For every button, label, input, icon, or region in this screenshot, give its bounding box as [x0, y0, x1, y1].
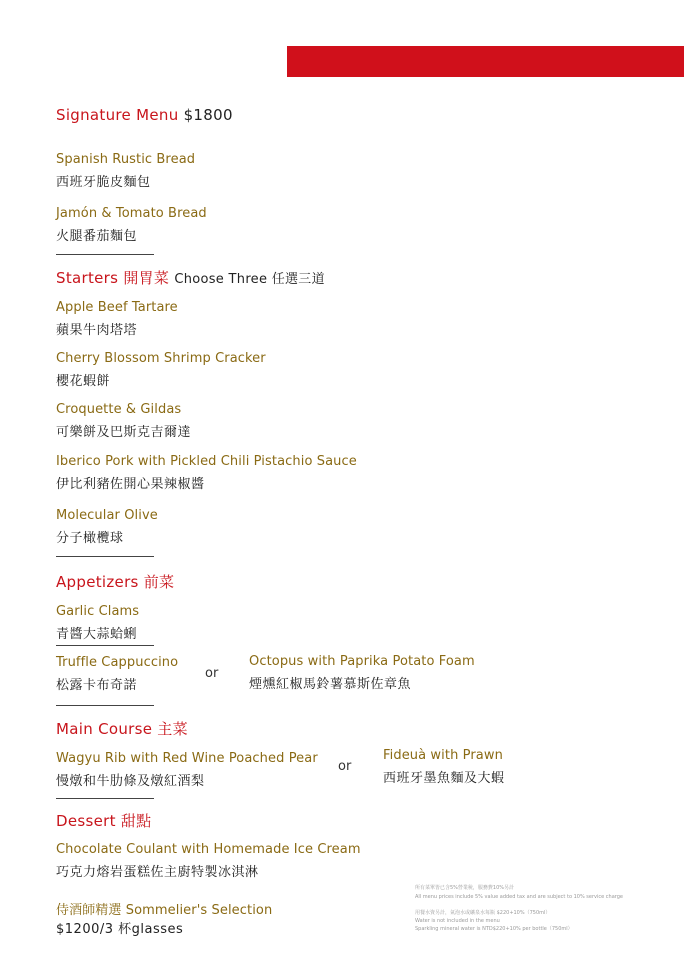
divider-rule: [56, 798, 154, 799]
bread-1-en: Spanish Rustic Bread: [56, 152, 196, 167]
starter-5-zh: 分子橄欖球: [56, 531, 124, 546]
header-red-bar: [287, 46, 684, 77]
main-choice-left-en: Wagyu Rib with Red Wine Poached Pear: [56, 751, 318, 766]
dessert-1-en: Chocolate Coulant with Homemade Ice Cream: [56, 842, 361, 857]
appetizer-choice-left-en: Truffle Cappuccino: [56, 655, 179, 670]
starters-heading: [56, 267, 325, 288]
divider-rule: [56, 254, 154, 255]
main-or: or: [338, 759, 352, 774]
main-course-heading: Main Course 主菜: [56, 720, 188, 738]
sommelier-title: 侍酒師精選 Sommelier's Selection: [56, 903, 273, 918]
starter-3-zh: 可樂餅及巴斯克吉爾達: [56, 425, 192, 440]
bread-1-zh: 西班牙脆皮麵包: [56, 175, 151, 190]
dessert-1-zh: 巧克力熔岩蛋糕佐主廚特製冰淇淋: [56, 865, 259, 880]
divider-rule: [56, 705, 154, 706]
bread-2-zh: 火腿番茄麵包: [56, 229, 138, 244]
starter-4-zh: 伊比利豬佐開心果辣椒醬: [56, 477, 205, 492]
starter-4-en: Iberico Pork with Pickled Chili Pistachio Sauce: [56, 454, 357, 469]
starter-2-zh: 櫻花蝦餅: [56, 374, 111, 389]
appetizer-choice-left-zh: 松露卡布奇諾: [56, 678, 138, 693]
divider-rule: [56, 556, 154, 557]
signature-title: Signature Menu: [56, 106, 179, 124]
appetizer-1-zh: 青醬大蒜蛤蜊: [56, 627, 138, 642]
appetizers-heading: Appetizers 前菜: [56, 573, 175, 591]
signature-price: $1800: [183, 106, 233, 124]
starter-3-en: Croquette & Gildas: [56, 402, 182, 417]
appetizer-or: or: [205, 666, 219, 681]
appetizer-1-en: Garlic Clams: [56, 604, 140, 619]
fine-print-line: 用餐水資另計，氣泡水或礦泉水每瓶 $220+10%（750ml）: [415, 910, 551, 916]
main-choice-right-en: Fideuà with Prawn: [383, 748, 503, 763]
starter-5-en: Molecular Olive: [56, 508, 158, 523]
starter-1-zh: 蘋果牛肉塔塔: [56, 323, 138, 338]
starter-2-en: Cherry Blossom Shrimp Cracker: [56, 351, 266, 366]
appetizer-choice-right-zh: 煙燻紅椒馬鈴薯慕斯佐章魚: [249, 677, 412, 692]
fine-print-line: 所有菜單皆已含5%營業稅，服務費10%另計: [415, 885, 515, 891]
fine-print-line: Sparkling mineral water is NTD$220+10% per bottle（750ml）: [415, 926, 573, 932]
signature-heading: [56, 106, 233, 124]
main-choice-left-zh: 慢燉和牛肋條及燉紅酒梨: [56, 774, 205, 789]
sommelier-price: $1200/3 杯glasses: [56, 922, 184, 937]
starters-title: Starters 開胃菜: [56, 269, 170, 287]
main-choice-right-zh: 西班牙墨魚麵及大蝦: [383, 771, 505, 786]
dessert-heading: Dessert 甜點: [56, 812, 152, 830]
fine-print-line: Water is not included in the menu: [415, 918, 500, 924]
fine-print-line: All menu prices include 5% value added tax and are subject to 10% service charge: [415, 894, 623, 900]
divider-rule: [56, 645, 154, 646]
appetizer-choice-right-en: Octopus with Paprika Potato Foam: [249, 654, 475, 669]
starters-note: Choose Three 任選三道: [174, 272, 325, 287]
bread-2-en: Jamón & Tomato Bread: [56, 206, 207, 221]
starter-1-en: Apple Beef Tartare: [56, 300, 178, 315]
